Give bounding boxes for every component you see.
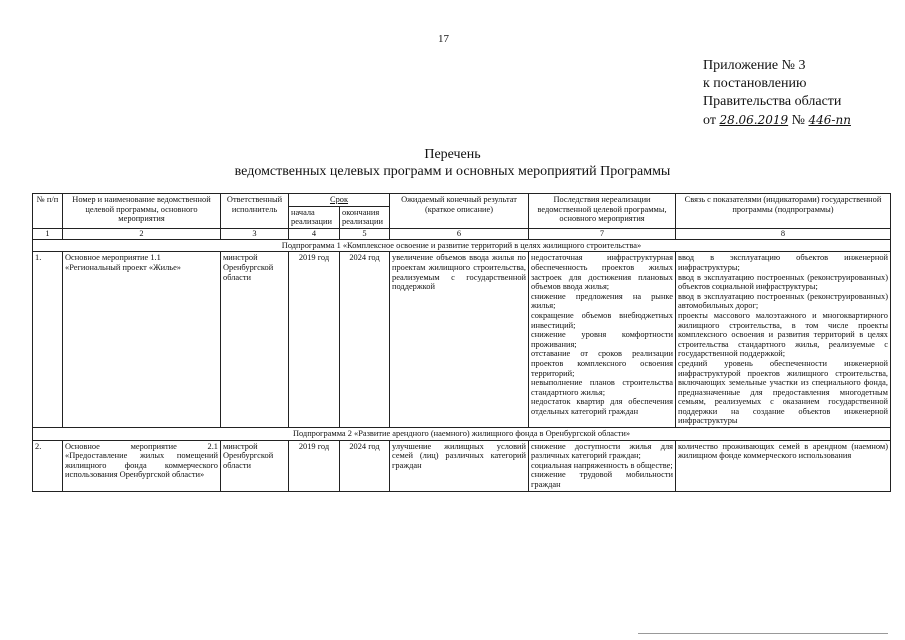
col-number: 4	[289, 228, 340, 239]
appendix-line-3: Правительства области	[703, 94, 842, 109]
header-indicators: Связь с показателями (индикаторами) государственной программы (подпрограммы)	[676, 194, 891, 229]
consequences	[529, 252, 676, 428]
start-year: 2019 год	[289, 252, 340, 428]
list-item: количество проживающих семей в арендном (наемном) жилищном фонде коммерческого использования	[678, 441, 888, 461]
page-number: 17	[438, 33, 449, 45]
subprogram-2-title: Подпрограмма 2 «Развитие арендного (наемного) жилищного фонда в Оренбургской области»	[33, 428, 891, 441]
executor: минстрой Оренбургской области	[221, 252, 289, 428]
col-number: 3	[221, 228, 289, 239]
document-title: Перечень	[424, 147, 481, 162]
activity-name: Основное мероприятие 1.1 «Региональный проект «Жилье»	[63, 252, 221, 428]
appendix-number: 446-пп	[808, 113, 851, 127]
subprogram-1-title: Подпрограмма 1 «Комплексное освоение и развитие территорий в целях жилищного строительства»	[33, 239, 891, 252]
col-number: 6	[390, 228, 529, 239]
list-item: ввод в эксплуатацию объектов инженерной инфраструктуры;	[678, 253, 888, 272]
consequences	[529, 440, 676, 491]
header-name: Номер и наименование ведомственной целевой программы, основного мероприятия	[63, 194, 221, 229]
list-item: сокращение объемов внебюджетных инвестиций;	[531, 310, 673, 330]
header-executor: Ответственный исполнитель	[221, 194, 289, 229]
list-item: ввод в эксплуатацию построенных (реконструированных) автомобильных дорог;	[678, 291, 888, 311]
appendix-number-sign: №	[791, 113, 806, 128]
start-year: 2019 год	[289, 440, 340, 491]
indicators	[676, 440, 891, 491]
header-start: начала реализации	[289, 206, 340, 228]
header-num: № п/п	[33, 194, 63, 229]
document-subtitle: ведомственных целевых программ и основных мероприятий Программы	[234, 164, 671, 179]
list-item: социальная напряженность в обществе;	[531, 460, 673, 470]
executor: минстрой Оренбургской области	[221, 440, 289, 491]
list-item: снижение доступности жилья для различных категорий граждан;	[531, 441, 673, 461]
appendix-prefix: от	[703, 113, 716, 128]
table-row	[33, 252, 891, 428]
header-row-1	[33, 194, 891, 207]
expected-result: увеличение объемов ввода жилья по проектам жилищного строительства, реализуемым с государственной поддержкой	[390, 252, 529, 428]
header-result: Ожидаемый конечный результат (краткое описание)	[390, 194, 529, 229]
list-item: проекты массового малоэтажного и многоквартирного жилищного строительства, в том числе проекты комплексного освоения и развития территорий в целях строительства стандартного жилья, реализуемые с государственной поддержкой;	[678, 310, 888, 359]
col-number: 5	[340, 228, 390, 239]
header-consequences: Последствия нереализации ведомственной целевой программы, основного мероприятия	[529, 194, 676, 229]
activity-name: Основное мероприятие 2.1 «Предоставление жилых помещений жилищного фонда коммерческого использования Оренбургской области»	[63, 440, 221, 491]
row-number: 2.	[33, 440, 63, 491]
list-item: ввод в эксплуатацию построенных (реконструированных) объектов социальной инфраструктуры;	[678, 272, 888, 292]
subprogram-row	[33, 239, 891, 252]
header-end: окончания реализации	[340, 206, 390, 228]
scan-edge-line	[638, 633, 888, 634]
col-number: 1	[33, 228, 63, 239]
appendix-line-4	[703, 111, 851, 130]
list-item: снижение уровня комфортности проживания;	[531, 330, 673, 349]
end-year: 2024 год	[340, 252, 390, 428]
indicators	[676, 252, 891, 428]
list-item: невыполнение планов строительства стандартного жилья;	[531, 378, 673, 397]
list-item: средний уровень обеспеченности инженерной инфраструктурой проектов жилищного строительства, включающих земельные участки из специального фонда, предназначенные для предоставления многодетным семьям, реализуемых с оказанием государственной поддержки на создание объектов инженерной инфраструктуры	[678, 358, 888, 426]
col-number: 2	[63, 228, 221, 239]
appendix-line-1: Приложение № 3	[703, 58, 806, 73]
col-number: 7	[529, 228, 676, 239]
list-item: снижение предложения на рынке жилья;	[531, 291, 673, 311]
list-item: отставание от сроков реализации проектов комплексного освоения территорий;	[531, 349, 673, 378]
appendix-date: 28.06.2019	[719, 113, 789, 127]
expected-result: улучшение жилищных условий семей (лиц) различных категорий граждан	[390, 440, 529, 491]
col-number: 8	[676, 228, 891, 239]
header-term: Срок	[289, 194, 390, 207]
list-item: недостаточная инфраструктурная обеспеченность проектов жилых застроек для достижения плановых объемов ввода жилья;	[531, 253, 673, 292]
programs-table	[32, 193, 891, 492]
table-row	[33, 440, 891, 491]
row-number: 1.	[33, 252, 63, 428]
appendix-line-2: к постановлению	[703, 76, 807, 91]
list-item: снижение трудовой мобильности граждан	[531, 470, 673, 490]
list-item: недостаток квартир для обеспечения отдельных категорий граждан	[531, 397, 673, 416]
column-numbers-row	[33, 228, 891, 239]
appendix-block	[703, 57, 851, 130]
end-year: 2024 год	[340, 440, 390, 491]
subprogram-row	[33, 428, 891, 441]
